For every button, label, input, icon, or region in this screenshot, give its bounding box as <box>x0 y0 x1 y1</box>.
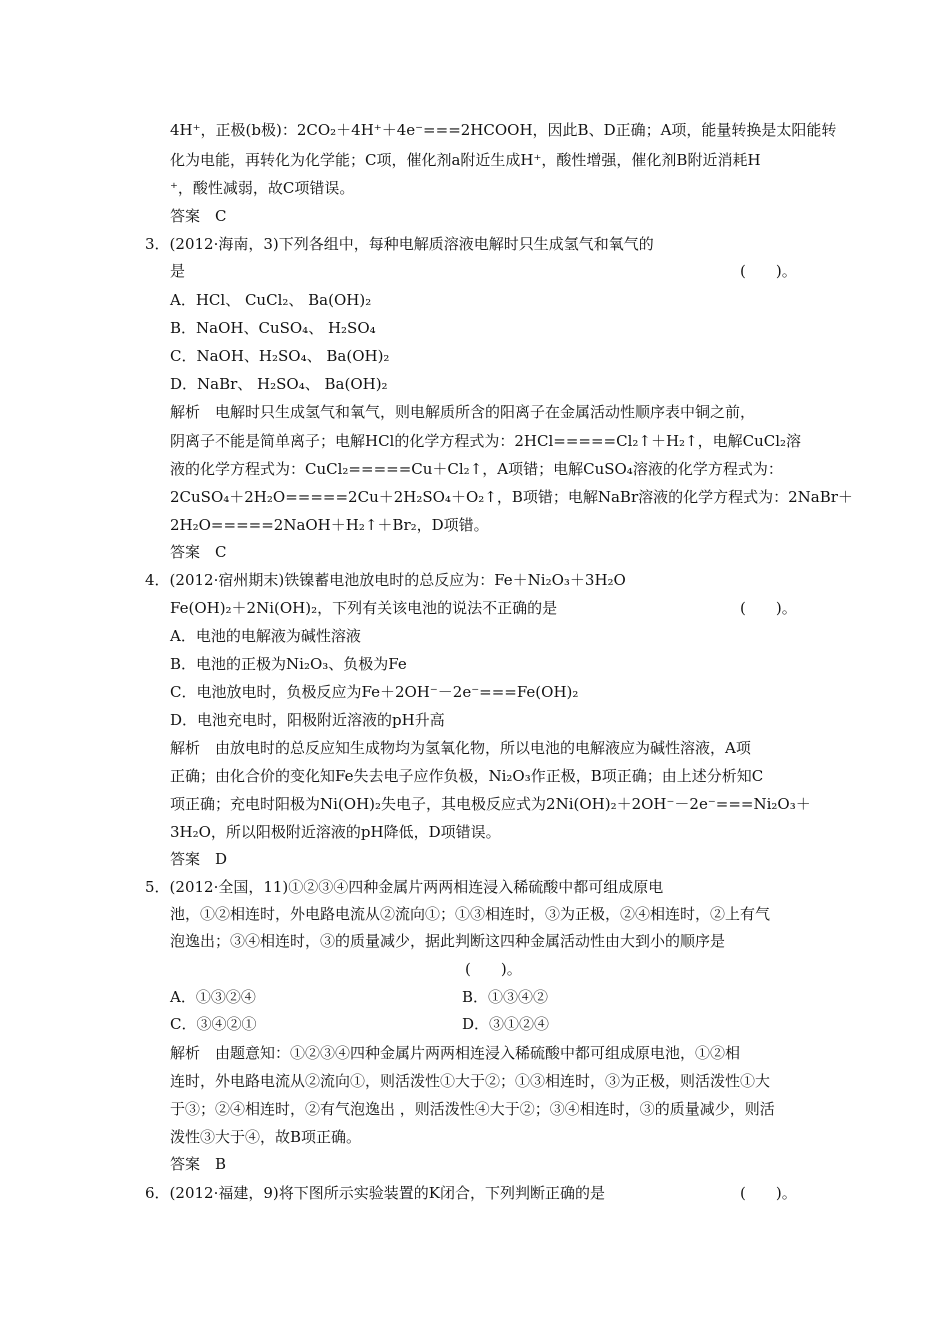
option-a: A．①③②④ <box>170 988 256 1006</box>
answer-bracket-q6: ( )。 <box>740 1184 797 1202</box>
answer-line: 答案 C <box>170 207 227 225</box>
analysis-line: 阴离子不能是简单离子；电解HCl的化学方程式为：2HCl=====Cl₂↑＋H₂↑，电解CuCl₂溶 <box>170 432 802 450</box>
analysis-line: 解析 由题意知：①②③④四种金属片两两相连浸入稀硫酸中都可组成原电池，①②相 <box>170 1044 741 1062</box>
answer-bracket-q3: ( )。 <box>740 262 797 280</box>
analysis-line: 于③；②④相连时，②有气泡逸出 ，则活泼性④大于②；③④相连时，③的质量减少，则活 <box>170 1100 775 1118</box>
text-line: 4H⁺，正极(b极)：2CO₂＋4H⁺＋4e⁻===2HCOOH，因此B、D正确；A项，能量转换是太阳能转 <box>170 121 837 139</box>
answer-bracket-q4: ( )。 <box>740 599 797 617</box>
answer-line: 答案 C <box>170 543 227 561</box>
option-b: B．NaOH、CuSO₄、 H₂SO₄ <box>170 319 376 337</box>
analysis-line: 项正确；充电时阳极为Ni(OH)₂失电子，其电极反应式为2Ni(OH)₂＋2OH⁻－2e⁻===Ni₂O₃＋ <box>170 795 811 813</box>
question-5-stem: 5．(2012·全国，11)①②③④四种金属片两两相连浸入稀硫酸中都可组成原电 <box>145 878 664 896</box>
analysis-line: 2CuSO₄＋2H₂O=====2Cu＋2H₂SO₄＋O₂↑，B项错；电解NaBr溶液的化学方程式为：2NaBr＋ <box>170 488 853 506</box>
answer-line: 答案 B <box>170 1155 227 1173</box>
analysis-line: 泼性③大于④，故B项正确。 <box>170 1128 362 1146</box>
option-c: C．NaOH、H₂SO₄、 Ba(OH)₂ <box>170 347 390 365</box>
option-d: D．NaBr、 H₂SO₄、 Ba(OH)₂ <box>170 375 388 393</box>
analysis-line: 正确；由化合价的变化知Fe失去电子应作负极，Ni₂O₃作正极，B项正确；由上述分析知C <box>170 767 764 785</box>
option-a: A．电池的电解液为碱性溶液 <box>170 627 361 645</box>
option-c: C．电池放电时，负极反应为Fe＋2OH⁻－2e⁻===Fe(OH)₂ <box>170 683 579 701</box>
option-b: B．电池的正极为Ni₂O₃、负极为Fe <box>170 655 407 673</box>
analysis-line: 解析 由放电时的总反应知生成物均为氢氧化物，所以电池的电解液应为碱性溶液，A项 <box>170 739 751 757</box>
question-3-stem: 3．(2012·海南，3)下列各组中，每种电解质溶液电解时只生成氢气和氧气的 <box>145 235 654 253</box>
analysis-line: 3H₂O，所以阳极附近溶液的pH降低，D项错误。 <box>170 823 501 841</box>
analysis-line: 2H₂O=====2NaOH＋H₂↑＋Br₂，D项错。 <box>170 516 489 534</box>
text-line: ⁺，酸性减弱，故C项错误。 <box>170 179 355 197</box>
answer-line: 答案 D <box>170 850 228 868</box>
question-5-stem-cont: 池，①②相连时，外电路电流从②流向①；①③相连时，③为正极，②④相连时，②上有气 <box>170 905 771 923</box>
option-d: D．③①②④ <box>462 1015 550 1033</box>
option-c: C．③④②① <box>170 1015 257 1033</box>
analysis-line: 解析 电解时只生成氢气和氧气，则电解质所含的阳离子在金属活动性顺序表中铜之前， <box>170 403 756 421</box>
option-b: B．①③④② <box>462 988 549 1006</box>
question-4-stem: 4．(2012·宿州期末)铁镍蓄电池放电时的总反应为：Fe＋Ni₂O₃＋3H₂O <box>145 571 626 589</box>
option-a: A．HCl、 CuCl₂、 Ba(OH)₂ <box>170 291 372 309</box>
text-line: 化为电能，再转化为化学能；C项，催化剂a附近生成H⁺，酸性增强，催化剂B附近消耗H <box>170 151 761 169</box>
question-3-stem-cont: 是 <box>170 262 186 280</box>
question-4-stem-cont: Fe(OH)₂＋2Ni(OH)₂，下列有关该电池的说法不正确的是 <box>170 599 558 617</box>
question-5-stem-cont: 泡逸出；③④相连时，③的质量减少，据此判断这四种金属活动性由大到小的顺序是 <box>170 932 726 950</box>
analysis-line: 液的化学方程式为：CuCl₂=====Cu＋Cl₂↑，A项错；电解CuSO₄溶液的化学方程式为： <box>170 460 783 478</box>
answer-bracket-q5: ( )。 <box>465 960 522 978</box>
option-d: D．电池充电时，阳极附近溶液的pH升高 <box>170 711 445 729</box>
analysis-line: 连时，外电路电流从②流向①，则活泼性①大于②；①③相连时，③为正极，则活泼性①大 <box>170 1072 771 1090</box>
question-6-stem: 6．(2012·福建，9)将下图所示实验装置的K闭合，下列判断正确的是 <box>145 1184 605 1202</box>
